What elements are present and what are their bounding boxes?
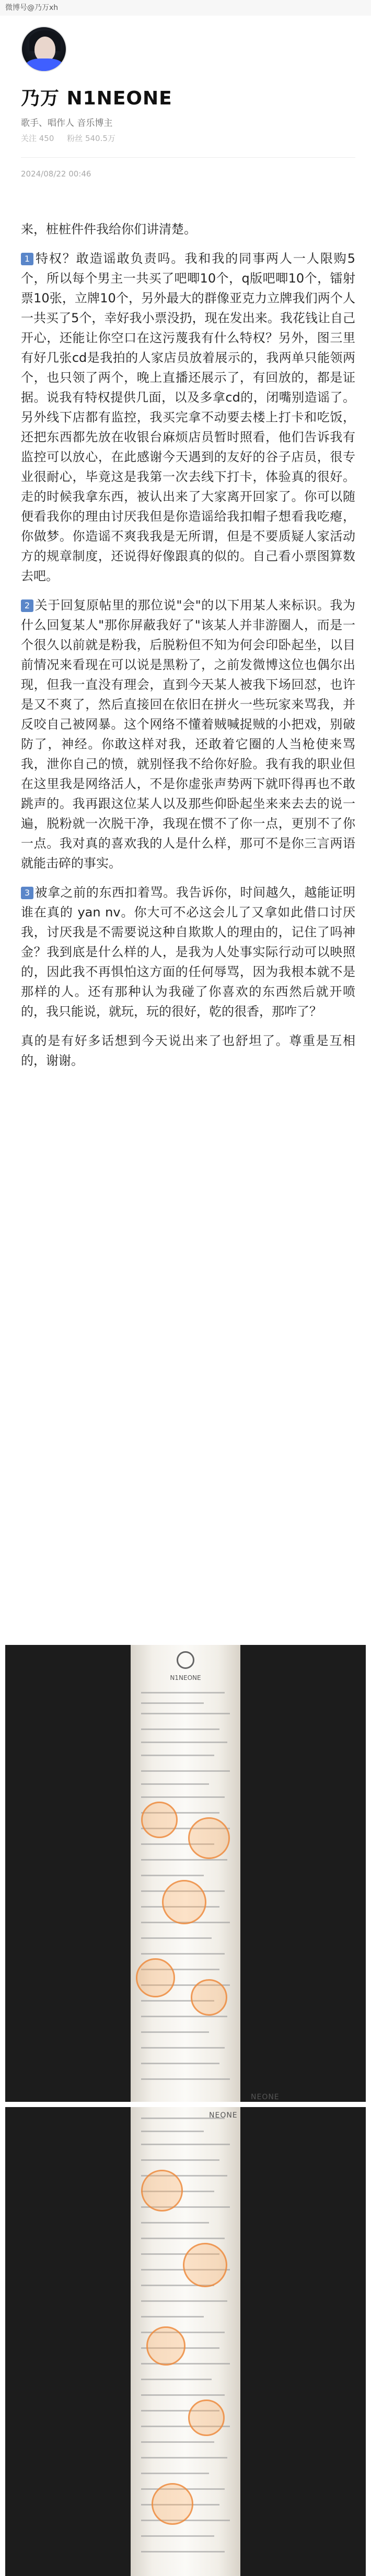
- number-badge-icon: 1: [21, 253, 33, 265]
- store-logo-icon: [177, 1651, 194, 1669]
- post-date: 2024/08/22 00:46: [21, 169, 91, 179]
- receipt-photo-1[interactable]: [5, 1645, 366, 2102]
- follower-count[interactable]: 粉丝 540.5万: [67, 134, 115, 143]
- receipt-image: [131, 2107, 240, 2576]
- profile-name[interactable]: 乃万 N1NEONE: [21, 88, 172, 109]
- image-watermark: NEONE: [251, 2093, 280, 2101]
- receipt-image: [131, 1645, 240, 2102]
- post-section-1: [21, 249, 355, 586]
- status-bar-text: 微博号@乃万xh: [5, 4, 59, 12]
- number-badge-icon: 3: [21, 887, 33, 899]
- profile-header: [21, 26, 355, 179]
- profile-stats: [21, 133, 355, 144]
- post-intro: 来，桩桩件件我给你们讲清楚。: [21, 222, 196, 237]
- number-badge-icon: 2: [21, 599, 33, 612]
- status-bar: [0, 0, 371, 16]
- divider: [21, 157, 355, 158]
- post-section-3: [21, 883, 355, 1021]
- post-section-2: [21, 595, 355, 873]
- post-body: [21, 219, 355, 1080]
- post-closing: 真的是有好多话想到今天说出来了也舒坦了。尊重是互相的，谢谢。: [21, 1033, 355, 1068]
- profile-roles: 歌手、唱作人 音乐博主: [21, 118, 113, 128]
- section-3-text: 被拿之前的东西扣着骂。我告诉你，时间越久，越能证明谁在真的 yan nv。你大可不必这会儿了又拿如此借口讨厌我，讨厌我是不需要说这种自欺欺人的理由的，记住了吗神金？我到底是什么样的人，是我为人处事实际行动可以映照的，因此我不再惧怕这方面的任何辱骂，因为我根本就不是那样的人。还有那种认为我碰了你喜欢的东西然后就开喷的，我只能说，就玩，玩的很好，乾的很香，那咋了？: [21, 885, 355, 1019]
- following-count[interactable]: 关注 450: [21, 134, 54, 143]
- receipt-brand: N1NEONE: [170, 1674, 201, 1681]
- avatar[interactable]: [21, 26, 67, 72]
- image-watermark: NEONE: [209, 2111, 238, 2120]
- section-1-text: 特权？敢造谣敢负责吗。我和我的同事两人一人限购5个，所以每个男主一共买了吧唧10个，q版吧唧10个，镭射票10张，立牌10个，另外最大的群像亚克力立牌我们两个人一共买了5个，幸好我小票没扔，现在发出来。我花钱让自己开心，还能让你空口在这污蔑我有什么特权？另外，图三里有好几张cd是我拍的人家店员放着展示的，我两单只能领两个，也只领了两个，晚上直播还展示了，有回放的，都是证据。说我有特权提供几面，以及多拿cd的，闭嘴别造谣了。另外线下店都有监控，我买完拿不动要去楼上打卡和吃饭，还把东西都先放在收银台麻烦店员暂时照看，他们告诉我有监控可以放心，在此感谢今天遇到的友好的谷子店员，很专业很耐心，毕竟这是我第一次去线下打卡，体验真的很好。走的时候我拿东西，被认出来了大家离开回家了。你可以随便看我你的理由讨厌我但是你造谣给我扣帽子想看我吃瘪，你做梦。你造谣不爽我我是无所谓，但是不要质疑人家活动方的规章制度，还说得好像跟真的似的。自己看小票图算数去吧。: [21, 251, 355, 583]
- section-2-text: 关于回复原帖里的那位说"会"的以下用某人来标识。我为什么回复某人"那你屏蔽我好了"该某人并非游圈人，而是一个很久以前就是粉我，后脱粉但不知为何会印卧起坐，以目前情况来看现在可以说是黑粉了，之前发微博这位也偶尔出现，但我一直没有理会，直到今天某人被我下场回怼，也许是又不爽了，然后直接回在依旧在拼火一些玩家来骂我，并反咬自己被网暴。这个网络不懂着贼喊捉贼的小把戏，别破防了，神经。你敢这样对我，还敢着它圈的人当枪使来骂我，泄你自己的愤，就别怪我不给你好脸。我有我的职业但在这里我是网络活人，不是你虚张声势两下就吓得再也不敢跳声的。我再跟这位某人以及那些仰卧起坐来来去去的说一遍，脱粉就一次脱干净，我现在惯不了你一点，更別不了你一点。我对真的喜欢我的人是什么样，那可不是你三言两语就能击碎的事实。: [21, 598, 355, 871]
- receipt-photo-2[interactable]: [5, 2107, 366, 2576]
